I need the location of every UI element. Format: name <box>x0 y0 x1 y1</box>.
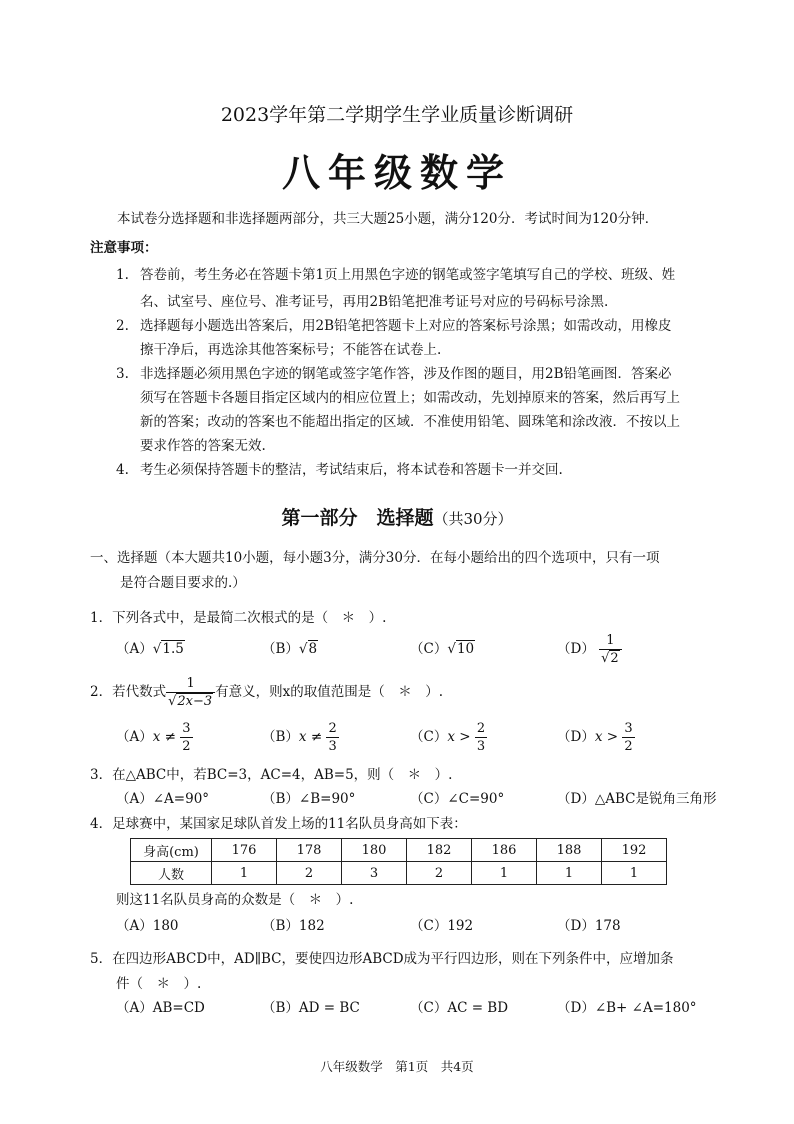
denominator: 3 <box>476 739 486 754</box>
option-label: （B） <box>262 729 299 745</box>
numerator: 2 <box>328 721 337 736</box>
q3-option-b: （B）∠B=90° <box>262 791 356 807</box>
option-label: （A） <box>116 641 153 657</box>
fraction <box>166 677 215 708</box>
q2-suffix: 有意义，则x的取值范围是（ ＊ ）. <box>215 684 444 700</box>
section-heading-cont: 是符合题目要求的.） <box>120 575 246 591</box>
radicand: 1.5 <box>162 641 184 657</box>
fraction <box>180 722 192 753</box>
fraction <box>599 634 622 665</box>
q3-option-d: （D）△ABC是锐角三角形 <box>557 791 717 807</box>
relation: x > <box>594 729 619 745</box>
option-label: （C） <box>410 641 448 657</box>
q2-option-a <box>116 722 193 753</box>
table-cell: 3 <box>342 862 407 885</box>
question-3-stem: 3．在△ABC中，若BC=3，AC=4，AB=5，则（ ＊ ）. <box>90 767 453 783</box>
option-label: （D） <box>557 641 595 657</box>
table-cell: 178 <box>277 839 342 862</box>
note-line: 擦干净后，再选涂其他答案标号；不能答在试卷上. <box>140 342 442 358</box>
q4-option-d: （D）178 <box>557 918 621 934</box>
q1-option-c: （C）√10 <box>410 641 475 657</box>
radicand: 2 <box>610 651 619 666</box>
fraction <box>326 722 338 753</box>
numerator: 1 <box>606 633 615 648</box>
note-number: 2. <box>116 318 129 334</box>
note-line: 要求作答的答案无效. <box>140 438 266 454</box>
note-line: 须写在答题卡各题目指定区域内的相应位置上；如需改动，先划掉原来的答案，然后再写上 <box>140 390 680 406</box>
numerator: 1 <box>186 676 195 691</box>
q4-option-c: （C）192 <box>410 918 474 934</box>
q2-option-b <box>262 722 339 753</box>
note-number: 1. <box>116 267 129 283</box>
table-cell: 182 <box>407 839 472 862</box>
relation: x ≠ <box>298 729 323 745</box>
radicand: 8 <box>308 641 318 657</box>
relation: x ≠ <box>152 729 176 745</box>
numerator: 3 <box>624 721 633 736</box>
denominator: 3 <box>328 739 337 754</box>
fraction <box>475 722 487 753</box>
table-cell: 1 <box>602 862 667 885</box>
q5-option-d: （D）∠B+ ∠A=180° <box>557 1000 697 1016</box>
note-line: 选择题每小题选出答案后，用2B铅笔把答题卡上对应的答案标号涂黑；如需改动，用橡皮 <box>140 318 672 334</box>
q1-option-a: （A）√1.5 <box>116 641 184 657</box>
table-cell: 2 <box>277 862 342 885</box>
q5-option-b: （B）AD = BC <box>262 1000 360 1016</box>
fraction <box>622 722 634 753</box>
subject-title: 八年级数学 <box>281 150 512 195</box>
table-cell: 1 <box>212 862 277 885</box>
part-points: （共30分） <box>433 510 513 528</box>
table-cell: 180 <box>342 839 407 862</box>
denominator: 2 <box>182 739 191 754</box>
numerator: 2 <box>476 721 486 736</box>
note-line: 名、试室号、座位号、准考证号，再用2B铅笔把准考证号对应的号码标号涂黑. <box>140 294 609 310</box>
exam-intro: 本试卷分选择题和非选择题两部分，共三大题25小题，满分120分．考试时间为120分钟． <box>117 211 659 227</box>
table-header-cell: 人数 <box>131 862 212 885</box>
q4-option-a: （A）180 <box>116 918 179 934</box>
table-cell: 2 <box>407 862 472 885</box>
relation: x > <box>447 729 471 745</box>
q5-option-c: （C）AC = BD <box>410 1000 509 1016</box>
denominator: √2 <box>599 649 622 665</box>
q1-option-d <box>557 634 622 665</box>
q4-option-b: （B）182 <box>262 918 325 934</box>
q2-prefix: 2．若代数式 <box>90 684 167 700</box>
table-cell: 192 <box>602 839 667 862</box>
exam-title: 2023学年第二学期学生学业质量诊断调研 <box>220 104 574 126</box>
note-line: 考生必须保持答题卡的整洁，考试结束后，将本试卷和答题卡一并交回. <box>140 462 563 478</box>
q2-option-c <box>410 722 487 753</box>
question-4-stem: 4．足球赛中，某国家足球队首发上场的11名队员身高如下表： <box>90 816 467 832</box>
q3-option-c: （C）∠C=90° <box>410 791 505 807</box>
table-row <box>131 862 667 885</box>
table-cell: 186 <box>472 839 537 862</box>
option-label: （B） <box>262 641 299 657</box>
note-line: 答卷前，考生务必在答题卡第1页上用黑色字迹的钢笔或签字笔填写自己的学校、班级、姓 <box>140 267 676 283</box>
question-5-stem: 5．在四边形ABCD中，AD∥BC，要使四边形ABCD成为平行四边形，则在下列条件中，应增加条 <box>90 951 674 967</box>
q5-option-a: （A）AB=CD <box>116 1000 205 1016</box>
denominator: 2 <box>624 739 633 754</box>
table-row <box>131 839 667 862</box>
table-cell: 188 <box>537 839 602 862</box>
radicand: 2x−3 <box>177 694 213 709</box>
table-cell: 176 <box>212 839 277 862</box>
page-footer: 八年级数学 第1页 共4页 <box>320 1059 474 1074</box>
table-header-cell: 身高(cm) <box>131 839 212 862</box>
note-line: 非选择题必须用黑色字迹的钢笔或签字笔作答，涉及作图的题目，用2B铅笔画图．答案必 <box>140 366 672 382</box>
table-cell: 1 <box>472 862 537 885</box>
numerator: 3 <box>182 721 191 736</box>
question-1-stem: 1．下列各式中，是最简二次根式的是（ ＊ ）. <box>90 610 387 626</box>
section-heading: 一、选择题（本大题共10小题，每小题3分，满分30分．在每小题给出的四个选项中，只有一项 <box>90 550 660 566</box>
note-number: 4. <box>116 462 129 478</box>
part-title-text: 第一部分 选择题 <box>281 507 434 529</box>
q3-option-a: （A）∠A=90° <box>116 791 210 807</box>
option-label: （A） <box>116 729 153 745</box>
radicand: 10 <box>456 641 475 657</box>
notes-heading: 注意事项： <box>90 240 158 256</box>
q1-option-b: （B）√8 <box>262 641 318 657</box>
question-2-stem <box>90 677 443 708</box>
note-line: 新的答案；改动的答案也不能超出指定的区域．不准使用铅笔、圆珠笔和涂改液．不按以上 <box>140 414 680 430</box>
question-4-follow: 则这11名队员身高的众数是（ ＊ ）. <box>116 892 354 908</box>
option-label: （C） <box>410 729 448 745</box>
option-label: （D） <box>557 729 595 745</box>
q2-option-d <box>557 722 635 753</box>
table-cell: 1 <box>537 862 602 885</box>
heights-table <box>130 838 667 885</box>
note-number: 3. <box>116 366 129 382</box>
part-title <box>0 503 794 530</box>
question-5-stem-cont: 件（ ＊ ）. <box>116 976 202 992</box>
denominator: √2x−3 <box>166 692 215 708</box>
